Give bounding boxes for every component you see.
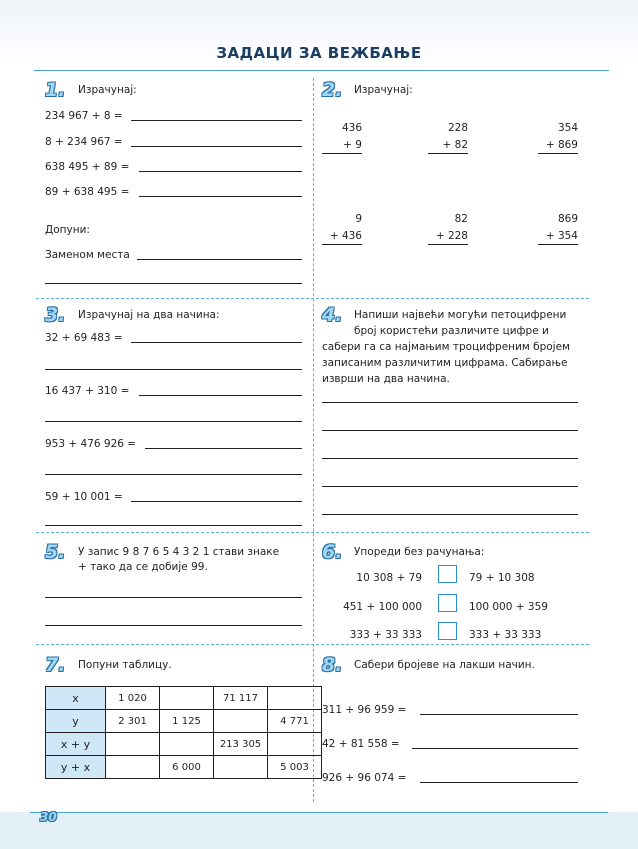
sum-rule <box>538 244 578 245</box>
task-3-expr-3: 953 + 476 926 = <box>45 438 137 450</box>
task-1-instruction: Израчунај: <box>78 84 137 96</box>
task-8-answer-line-1[interactable] <box>420 714 578 715</box>
task-3-answer-line-1[interactable] <box>131 342 302 343</box>
table-cell[interactable] <box>214 756 268 779</box>
task-4-answer-line-1[interactable] <box>322 402 578 403</box>
task-1-answer-line-4[interactable] <box>139 196 302 197</box>
task-5-answer-line-1[interactable] <box>45 597 302 598</box>
task-4-text-3: сабери га са најмањим троцифреним бројем <box>322 341 570 353</box>
table-cell[interactable] <box>160 687 214 710</box>
task-1-fill-line-2[interactable] <box>45 283 302 284</box>
task-1-answer-line-3[interactable] <box>139 171 302 172</box>
task-1-fill-line-1[interactable] <box>137 259 302 260</box>
row-divider-1 <box>36 298 589 299</box>
table-row <box>46 733 322 756</box>
task-5-text-2: + тако да се добије 99. <box>78 561 208 573</box>
row-header: x <box>46 687 106 710</box>
task-5-number: 5. <box>45 541 66 563</box>
addend-a: 228 <box>447 122 468 134</box>
table-cell[interactable] <box>106 733 160 756</box>
task-6-number: 6. <box>322 541 343 563</box>
addend-a: 354 <box>557 122 578 134</box>
task-8-answer-line-2[interactable] <box>412 748 578 749</box>
task-2-instruction: Израчунај: <box>354 84 413 96</box>
task-1-fill-label: Допуни: <box>45 224 90 236</box>
addend-a: 9 <box>355 213 362 225</box>
task-1-expr-4: 89 + 638 495 = <box>45 186 130 198</box>
task-3-instruction: Израчунај на два начина: <box>78 309 220 321</box>
table-cell[interactable] <box>268 733 322 756</box>
task-3-second-way-line-3[interactable] <box>45 474 302 475</box>
table-cell[interactable] <box>268 687 322 710</box>
row-header: x + y <box>46 733 106 756</box>
task-1-answer-line-1[interactable] <box>131 120 302 121</box>
task-3-expr-2: 16 437 + 310 = <box>45 385 130 397</box>
task-2-sum-2 <box>428 121 468 154</box>
row-header: y <box>46 710 106 733</box>
table-cell[interactable]: 1 125 <box>160 710 214 733</box>
task-4-number: 4. <box>322 304 343 326</box>
addend-b: + 82 <box>442 139 468 151</box>
task-2-sum-3 <box>538 121 578 154</box>
task-4-answer-line-4[interactable] <box>322 486 578 487</box>
addend-a: 82 <box>454 213 468 225</box>
task-1-expr-2: 8 + 234 967 = <box>45 136 123 148</box>
task-2-sum-5 <box>428 212 468 245</box>
task-2-sum-6 <box>538 212 578 245</box>
task-6-right-2: 100 000 + 359 <box>469 601 548 613</box>
task-6-left-3: 333 + 33 333 <box>349 629 422 641</box>
sum-rule <box>322 244 362 245</box>
addend-b: + 9 <box>343 139 362 151</box>
addend-b: + 436 <box>329 230 362 242</box>
task-6-instruction: Упореди без рачунања: <box>354 546 485 558</box>
addend-a: 436 <box>341 122 362 134</box>
task-3-second-way-line-2[interactable] <box>45 421 302 422</box>
table-cell[interactable]: 5 003 <box>268 756 322 779</box>
table-cell[interactable] <box>106 756 160 779</box>
task-1-answer-line-2[interactable] <box>131 146 302 147</box>
table-cell[interactable]: 1 020 <box>106 687 160 710</box>
task-8-expr-3: 926 + 96 074 = <box>322 772 407 784</box>
task-3-expr-1: 32 + 69 483 = <box>45 332 123 344</box>
task-1-expr-3: 638 495 + 89 = <box>45 161 130 173</box>
footer-band <box>0 812 638 849</box>
task-8-number: 8. <box>322 654 343 676</box>
addend-b: + 354 <box>545 230 578 242</box>
task-6-right-1: 79 + 10 308 <box>469 572 535 584</box>
task-6-compare-box-2[interactable] <box>438 594 457 612</box>
task-5-answer-line-2[interactable] <box>45 625 302 626</box>
table-row <box>46 756 322 779</box>
task-2-sum-1 <box>322 121 362 154</box>
task-4-answer-line-2[interactable] <box>322 430 578 431</box>
page-title: ЗАДАЦИ ЗА ВЕЖБАЊЕ <box>216 44 422 62</box>
footer-rule <box>30 812 608 813</box>
task-4-text-5: изврши на два начина. <box>322 373 450 385</box>
task-1-number: 1. <box>45 79 66 101</box>
task-6-compare-box-3[interactable] <box>438 622 457 640</box>
table-cell[interactable]: 4 771 <box>268 710 322 733</box>
addend-a: 869 <box>557 213 578 225</box>
task-4-text-4: записаним различитим цифрама. Сабирање <box>322 357 568 369</box>
task-4-answer-line-3[interactable] <box>322 458 578 459</box>
task-8-expr-1: 311 + 96 959 = <box>322 704 407 716</box>
task-7-instruction: Попуни таблицу. <box>78 659 172 671</box>
task-5-text-1: У запис 9 8 7 6 5 4 3 2 1 стави знаке <box>78 546 280 558</box>
task-4-text-1: Напиши највећи могући петоцифрени <box>354 309 567 321</box>
task-7-table <box>45 686 322 779</box>
task-3-expr-4: 59 + 10 001 = <box>45 491 123 503</box>
task-8-instruction: Сабери бројеве на лакши начин. <box>354 659 535 671</box>
task-3-number: 3. <box>45 304 66 326</box>
table-cell[interactable]: 213 305 <box>214 733 268 756</box>
sum-rule <box>428 153 468 154</box>
table-row <box>46 687 322 710</box>
task-6-left-1: 10 308 + 79 <box>356 572 422 584</box>
title-rule <box>34 70 609 71</box>
table-cell[interactable]: 2 301 <box>106 710 160 733</box>
row-divider-2 <box>36 532 589 533</box>
addend-b: + 228 <box>435 230 468 242</box>
table-row <box>46 710 322 733</box>
task-1-fill-text: Заменом места <box>45 249 130 261</box>
task-4-answer-line-5[interactable] <box>322 514 578 515</box>
task-6-left-2: 451 + 100 000 <box>343 601 422 613</box>
task-3-second-way-line-1[interactable] <box>45 369 302 370</box>
task-3-second-way-line-4[interactable] <box>45 525 302 526</box>
table-cell[interactable]: 6 000 <box>160 756 214 779</box>
task-2-number: 2. <box>322 79 343 101</box>
task-4-text-2: број користећи различите цифре и <box>354 325 549 337</box>
sum-rule <box>322 153 362 154</box>
sum-rule <box>538 153 578 154</box>
task-3-answer-line-3[interactable] <box>145 448 302 449</box>
table-cell[interactable]: 71 117 <box>214 687 268 710</box>
sum-rule <box>428 244 468 245</box>
task-7-number: 7. <box>45 654 66 676</box>
row-divider-3 <box>36 644 589 645</box>
table-cell[interactable] <box>160 733 214 756</box>
page-number: 30 <box>40 810 57 824</box>
task-6-compare-box-1[interactable] <box>438 565 457 583</box>
task-8-expr-2: 42 + 81 558 = <box>322 738 400 750</box>
addend-b: + 869 <box>545 139 578 151</box>
row-header: y + x <box>46 756 106 779</box>
task-3-answer-line-2[interactable] <box>139 395 302 396</box>
table-cell[interactable] <box>214 710 268 733</box>
task-1-expr-1: 234 967 + 8 = <box>45 110 123 122</box>
task-2-sum-4 <box>322 212 362 245</box>
task-3-answer-line-4[interactable] <box>131 501 302 502</box>
task-8-answer-line-3[interactable] <box>420 782 578 783</box>
task-6-right-3: 333 + 33 333 <box>469 629 542 641</box>
